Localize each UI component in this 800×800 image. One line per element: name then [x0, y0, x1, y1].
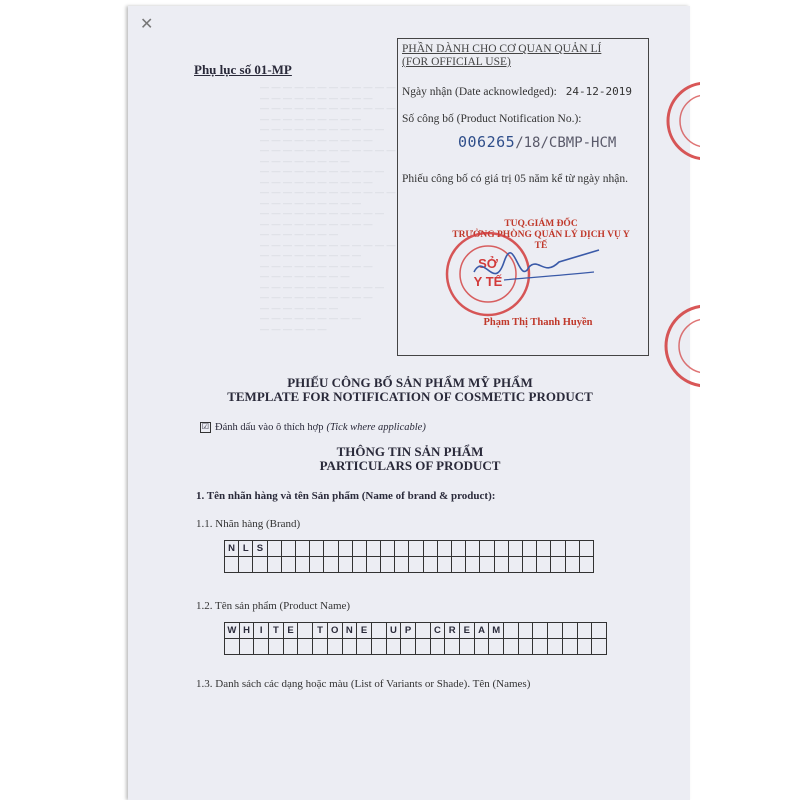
- char-cell: [551, 541, 565, 557]
- section-1-heading: 1. Tên nhãn hàng và tên Sản phẩm (Name of brand & product):: [196, 490, 496, 502]
- char-cell: [239, 557, 253, 573]
- char-cell: [416, 639, 431, 655]
- notification-number-stamp: 006265: [458, 133, 516, 151]
- char-cell: [401, 639, 416, 655]
- product-label: 1.2. Tên sản phẩm (Product Name): [196, 600, 351, 612]
- char-cell: [580, 541, 594, 557]
- char-cell: [381, 557, 395, 573]
- char-cell: [310, 541, 324, 557]
- char-cell: [296, 541, 310, 557]
- official-header-vi: PHẦN DÀNH CHO CƠ QUAN QUẢN LÍ: [402, 43, 602, 55]
- char-cell: [387, 639, 402, 655]
- char-cell: [225, 557, 239, 573]
- char-cell: [282, 541, 296, 557]
- char-cell: [566, 541, 580, 557]
- char-cell: T: [269, 623, 284, 639]
- char-cell: [504, 639, 519, 655]
- char-cell: [519, 623, 534, 639]
- signature-underline: [504, 272, 594, 280]
- char-cell: [438, 557, 452, 573]
- char-cell: [253, 557, 267, 573]
- char-cell: H: [240, 623, 255, 639]
- tick-instruction-vi: Đánh dấu vào ô thích hợp: [215, 422, 324, 433]
- char-cell: S: [253, 541, 267, 557]
- char-cell: [357, 639, 372, 655]
- char-cell: [328, 639, 343, 655]
- edge-seal-top-icon: [666, 78, 700, 164]
- char-cell: [452, 541, 466, 557]
- date-value: 24-12-2019: [565, 85, 632, 98]
- char-cell: [438, 541, 452, 557]
- char-cell: [495, 541, 509, 557]
- show-through-text: — — — — — — — — — — — — — — — — — — — — — — — — — — — — — — — — — — — — — — — — — — — — — — — — — — — — — — — — — — — — — — — — — — — — — — — — — — — — — — — — — — — — — — — — — — — — — — — — — — — — — — — — — — — — — — — — — — — — — — — — — — — — — — — — — — — — — — — — — — — — — — — — — — — — — — — — — — — — — — — — — — — — — — — — — — — — — — — — — — — — — — — — — — — — — — — — — — — — — — — — — — — — — — — — — — — — — — — — — — — — — — — — — — — — — — — — — — — —: [260, 82, 396, 334]
- char-cell: E: [284, 623, 299, 639]
- char-cell: N: [225, 541, 239, 557]
- char-cell: [268, 541, 282, 557]
- char-cell: [298, 639, 313, 655]
- official-header-en: (FOR OFFICIAL USE): [402, 56, 511, 68]
- document-title: [130, 376, 690, 404]
- particulars-vi: THÔNG TIN SẢN PHẨM: [336, 444, 484, 459]
- char-cell: [452, 557, 466, 573]
- char-cell: [466, 557, 480, 573]
- char-cell: [523, 541, 537, 557]
- char-cell: [324, 557, 338, 573]
- char-cell: [537, 541, 551, 557]
- char-cell: [580, 557, 594, 573]
- char-cell: [578, 623, 593, 639]
- char-cell: [381, 541, 395, 557]
- char-cell: [310, 557, 324, 573]
- char-cell: R: [445, 623, 460, 639]
- char-cell: [563, 639, 578, 655]
- char-cell: O: [328, 623, 343, 639]
- char-cell: [269, 639, 284, 655]
- brand-grid: [224, 540, 594, 573]
- date-label: Ngày nhận (Date acknowledged):: [402, 86, 557, 98]
- product-grid: [224, 622, 607, 655]
- char-cell: A: [475, 623, 490, 639]
- char-cell: M: [489, 623, 504, 639]
- char-cell: [353, 541, 367, 557]
- char-cell: [592, 623, 607, 639]
- char-cell: [495, 557, 509, 573]
- char-cell: [339, 541, 353, 557]
- validity-note: Phiếu công bố có giá trị 05 năm kể từ ngày nhận.: [402, 173, 628, 185]
- char-cell: [533, 623, 548, 639]
- seal-text-1: SỞ: [478, 256, 498, 271]
- char-cell: [489, 639, 504, 655]
- variants-label: 1.3. Danh sách các dạng hoặc màu (List of Variants or Shade). Tên (Names): [196, 678, 531, 690]
- char-cell: [533, 639, 548, 655]
- char-cell: [475, 639, 490, 655]
- official-box-header: [402, 43, 601, 69]
- title-en: TEMPLATE FOR NOTIFICATION OF COSMETIC PRODUCT: [227, 389, 593, 404]
- date-acknowledged: [402, 85, 632, 98]
- char-cell: [254, 639, 269, 655]
- char-cell: [353, 557, 367, 573]
- char-cell: E: [357, 623, 372, 639]
- char-cell: [395, 541, 409, 557]
- char-cell: [313, 639, 328, 655]
- brand-label: 1.1. Nhãn hàng (Brand): [196, 518, 301, 530]
- char-cell: [298, 623, 313, 639]
- char-cell: I: [254, 623, 269, 639]
- char-cell: P: [401, 623, 416, 639]
- char-cell: T: [313, 623, 328, 639]
- char-cell: [548, 639, 563, 655]
- char-cell: [445, 639, 460, 655]
- corner-scribble-icon: ✕: [140, 16, 154, 33]
- char-cell: [372, 639, 387, 655]
- char-cell: [424, 541, 438, 557]
- signer-name: Phạm Thị Thanh Huyền: [483, 317, 593, 328]
- char-cell: [424, 557, 438, 573]
- notification-number-suffix: /18/CBMP-HCM: [515, 135, 617, 151]
- char-cell: [566, 557, 580, 573]
- char-cell: [563, 623, 578, 639]
- particulars-en: PARTICULARS OF PRODUCT: [319, 458, 501, 473]
- char-cell: [343, 639, 358, 655]
- char-cell: E: [460, 623, 475, 639]
- char-cell: [296, 557, 310, 573]
- tick-instruction: [200, 422, 426, 433]
- char-cell: [268, 557, 282, 573]
- char-cell: [409, 557, 423, 573]
- director-line2: TRƯỞNG PHÒNG QUẢN LÝ DỊCH VỤ Y TẾ: [452, 230, 630, 251]
- char-cell: [395, 557, 409, 573]
- char-cell: W: [225, 623, 240, 639]
- appendix-label: Phụ lục số 01-MP: [194, 62, 292, 77]
- char-cell: [519, 639, 534, 655]
- char-cell: [409, 541, 423, 557]
- particulars-heading: [130, 445, 690, 473]
- char-cell: [578, 639, 593, 655]
- char-cell: [504, 623, 519, 639]
- char-cell: N: [343, 623, 358, 639]
- char-cell: [551, 557, 565, 573]
- notification-label: Số công bố (Product Notification No.):: [402, 113, 582, 125]
- char-cell: [466, 541, 480, 557]
- char-cell: [225, 639, 240, 655]
- char-cell: [592, 639, 607, 655]
- char-cell: [240, 639, 255, 655]
- char-cell: C: [431, 623, 446, 639]
- char-cell: [548, 623, 563, 639]
- char-cell: [367, 557, 381, 573]
- official-seal-icon: [444, 232, 604, 322]
- title-vi: PHIẾU CÔNG BỐ SẢN PHẨM MỸ PHẨM: [287, 375, 533, 390]
- char-cell: [324, 541, 338, 557]
- tick-instruction-en: (Tick where applicable): [326, 422, 426, 433]
- char-cell: [480, 541, 494, 557]
- char-cell: [509, 557, 523, 573]
- char-cell: [460, 639, 475, 655]
- char-cell: [284, 639, 299, 655]
- char-cell: [282, 557, 296, 573]
- checked-box-icon: ☑: [201, 422, 210, 431]
- char-cell: U: [387, 623, 402, 639]
- char-cell: [537, 557, 551, 573]
- char-cell: [367, 541, 381, 557]
- char-cell: [523, 557, 537, 573]
- char-cell: [339, 557, 353, 573]
- seal-text-2: Y TẾ: [473, 274, 503, 289]
- director-line1: TUQ.GIÁM ĐỐC: [504, 219, 578, 229]
- char-cell: L: [239, 541, 253, 557]
- notification-number: [458, 133, 616, 152]
- char-cell: [431, 639, 446, 655]
- char-cell: [372, 623, 387, 639]
- char-cell: [416, 623, 431, 639]
- char-cell: [480, 557, 494, 573]
- char-cell: [509, 541, 523, 557]
